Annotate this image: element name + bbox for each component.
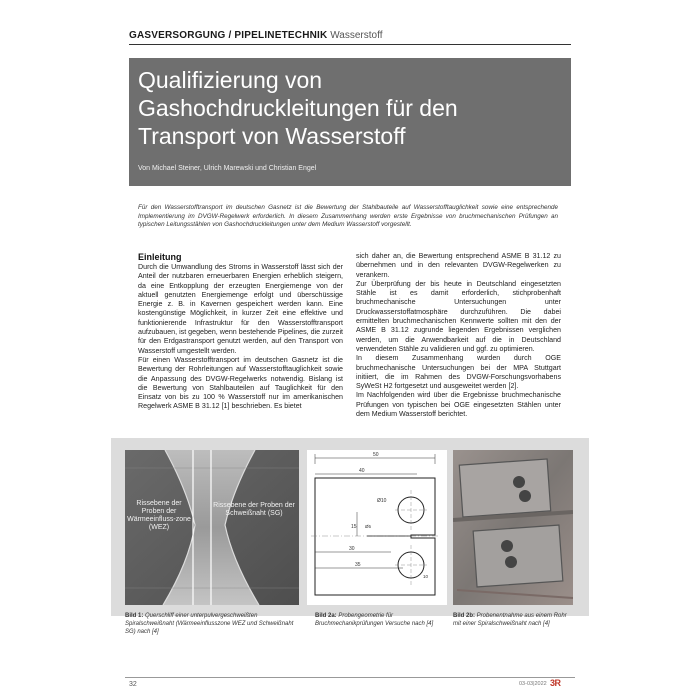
issue-label: 03-03|2022 bbox=[519, 681, 547, 687]
caption-figure-1 bbox=[125, 612, 295, 636]
figure-specimen-geometry bbox=[307, 450, 447, 605]
caption-label: Bild 2a: bbox=[315, 613, 337, 619]
paragraph: In diesem Zusammenhang wurden durch OGE bruchmechanische Untersuchungen bei der MPA Stuttgart initiiert, die im Rahmen des DVGW-Forschungsvorhabens SyWeSt H2 fortgesetzt und ausgeweitet werden [2]. bbox=[356, 354, 561, 391]
section-title: GASVERSORGUNG / PIPELINETECHNIK bbox=[129, 30, 328, 41]
specimen-drawing bbox=[307, 450, 447, 605]
paragraph: Zur Überprüfung der bis heute in Deutschland eingesetzten Stähle ist es damit erforderlich, stichprobenhaft bruchmechanische Untersuchungen unter Druckwasserstoffatmosphäre durchzuführen. Die dabei ermittelten bruchmechanischen Kennwerte sollten mit den der ASME B 31.12 zugrunde liegenden Ergebnissen verglichen werden, um die Anwendbarkeit auf die in Deutschland verwendeten Stähle zu validieren und ggf. zu optimieren. bbox=[356, 279, 561, 353]
article-byline: Von Michael Steiner, Ulrich Marewski und Christian Engel bbox=[138, 165, 317, 172]
rubric-divider bbox=[129, 44, 571, 45]
article-title: Qualifizierung von Gashochdruckleitungen für den Transport von Wasserstoff bbox=[138, 67, 458, 149]
dim-d10: Ø10 bbox=[377, 498, 387, 504]
page-number: 32 bbox=[129, 681, 137, 688]
caption-text: Querschliff einer unterpulvergeschweißten Spiralschweißnaht (Wärmeeinflusszone WEZ und Schweißnaht SG) nach [4] bbox=[125, 613, 294, 635]
figure-weld-cross-section bbox=[125, 450, 299, 605]
caption-text: Probengeometrie für Bruchmechanikprüfungen Versuche nach [4] bbox=[315, 613, 434, 627]
caption-figure-2a bbox=[315, 612, 440, 628]
dim-35: 35 bbox=[355, 562, 361, 568]
body-column-right bbox=[356, 252, 561, 419]
caption-label: Bild 2b: bbox=[453, 613, 475, 619]
dim-40: 40 bbox=[359, 468, 365, 474]
caption-label: Bild 1: bbox=[125, 613, 144, 619]
article-lead: Für den Wasserstofftransport im deutschen Gasnetz ist die Bewertung der Stahlbauteile auf Wasserstofftauglichkeit sowie eine entsprechende Implementierung im DVGW-Regelwerk erforderlich. In diesem Zusammenhang werden erste Ergebnisse von bruchmechanischen Prüfungen an typischen Leitungsstählen von Gashochdruckleitungen unter dem Medium Wasserstoff vorgestellt. bbox=[138, 204, 558, 229]
intro-heading: Einleitung bbox=[138, 252, 182, 262]
label-weld: Rissebene der Proben der Schweißnaht (SG) bbox=[213, 502, 295, 517]
section-subtitle: Wasserstoff bbox=[330, 30, 383, 41]
dim-d5: Ø5 bbox=[365, 524, 372, 529]
figure-specimen-extraction bbox=[453, 450, 573, 605]
paragraph: Für einen Wasserstofftransport im deutschen Gasnetz ist die Bewertung der Rohrleitungen auf Wasserstofftauglichkeit sowie die Anpassung des DVGW-Regelwerks notwendig. Bislang ist die Bewertung von Stahlbauteilen auf Tauglichkeit für den Einsatz von bis zu 100 % Wasserstoff nur im amerikanischen Regelwerk ASME B 31.12 [1] beschrieben. Es bietet bbox=[138, 355, 343, 411]
paragraph: sich daher an, die Bewertung entsprechend ASME B 31.12 zu übernehmen und in den relevanten DVGW-Regelwerken zu verankern. bbox=[356, 252, 561, 279]
dim-10: 10 bbox=[423, 574, 429, 579]
caption-text: Probenentnahme aus einem Rohr mit einer Spiralschweißnaht nach [4] bbox=[453, 613, 567, 627]
paragraph: Durch die Umwandlung des Stroms in Wasserstoff lässt sich der Anteil der nutzbaren erneuerbaren Energien erheblich steigern, da eine Entkopplung der erzeugten Energiemenge von der aktuell genutzten Energiemenge erfolgt und überschüssige Energie z. B. in Kavernen gespeichert werden kann. Eine kostengünstige Möglichkeit, in kurzer Zeit eine effektive und funktionierende Infrastruktur für den Wasserstofftransport aufzubauen, ist gegeben, wenn bestehende Pipelines, die zurzeit für den Erdgastransport genutzt werden, auf den Transport von Wasserstoff umgestellt werden. bbox=[138, 263, 343, 355]
body-column-left bbox=[138, 252, 343, 412]
footer-divider bbox=[125, 677, 575, 678]
brand-logo: 3R bbox=[550, 678, 561, 688]
caption-figure-2b bbox=[453, 612, 573, 628]
label-wez: Rissebene der Proben der Wärmeeinfluss-zone (WEZ) bbox=[127, 500, 191, 531]
dim-30: 30 bbox=[349, 546, 355, 552]
dim-15: 15 bbox=[351, 524, 357, 530]
dim-50: 50 bbox=[373, 452, 379, 458]
paragraph: Im Nachfolgenden wird über die Ergebnisse bruchmechanische Prüfungen von typischen bei OGE eingesetzten Stählen unter dem Medium Wasserstoff berichtet. bbox=[356, 391, 561, 419]
specimen-extraction-photo bbox=[453, 450, 573, 605]
section-rubric bbox=[129, 30, 571, 42]
